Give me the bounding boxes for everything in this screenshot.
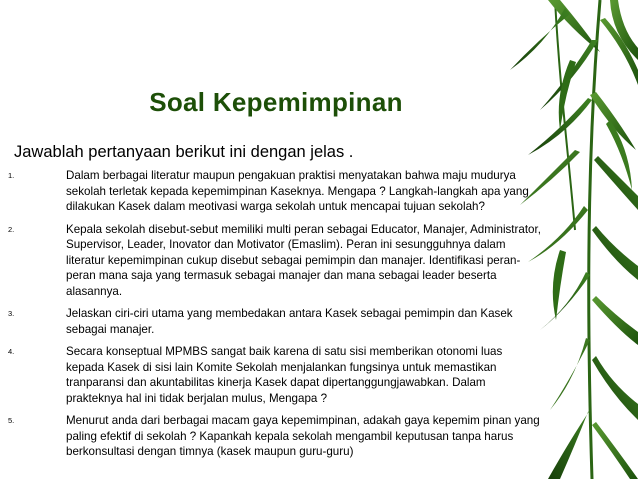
bamboo-leaf bbox=[592, 226, 638, 280]
question-item bbox=[0, 222, 560, 300]
question-number: 1. bbox=[8, 171, 15, 180]
question-text: Secara konseptual MPMBS sangat baik karena di satu sisi memberikan otonomi luas kepada Kasek di sisi lain Komite Sekolah menjalankan fungsinya untuk memastikan tranparansi dan akuntabilitas kinerja Kasek dapat dipertanggungjawabkan. Dalam prakteknya hal ini tidak berjalan mulus, Mengapa ? bbox=[66, 345, 503, 405]
question-text: Dalam berbagai literatur maupun pengakuan praktisi menyatakan bahwa maju mudurya sekolah terletak kepada kepemimpinan Kaseknya. Mengapa ? Langkah-langkah apa yang dilakukan Kasek dalam meotivasi warga sekolah untuk mencapai tujuan sekolah? bbox=[66, 169, 529, 213]
question-text: Jelaskan ciri-ciri utama yang membedakan antara Kasek sebagai pemimpin dan Kasek sebagai manajer. bbox=[66, 307, 513, 336]
question-number: 2. bbox=[8, 224, 15, 234]
bamboo-leaf bbox=[592, 296, 638, 345]
bamboo-leaf bbox=[510, 8, 570, 70]
question-list bbox=[0, 168, 560, 467]
question-item bbox=[0, 344, 560, 406]
slide-title: Soal Kepemimpinan bbox=[149, 87, 403, 117]
intro-text: Jawablah pertanyaan berikut ini dengan jelas . bbox=[14, 143, 354, 161]
question-text: Kepala sekolah disebut-sebut memiliki multi peran sebagai Educator, Manajer, Administrator, Supervisor, Leader, Inovator dan Motivator (Emaslim). Peran ini sesungguhnya dalam literatur kepemimpinan cukup disebut sebagai pemimpin dan manajer. Identifikasi peran-peran mana saja yang termasuk sebagai manajer dan mana sebagai leader beserta alasannya. bbox=[66, 222, 541, 298]
question-number: 5. bbox=[8, 416, 15, 425]
question-text: Menurut anda dari berbagai macam gaya kepemimpinan, adakah gaya kepemim pinan yang paling efektif di sekolah ? Kapankah kepala sekolah mengambil keputusan tanpa harus berkonsultasi dengan timnya (kasek maupun guru-guru) bbox=[66, 414, 540, 458]
question-number: 3. bbox=[8, 309, 15, 318]
question-item bbox=[0, 306, 560, 337]
bamboo-leaf bbox=[592, 422, 638, 479]
bamboo-leaf bbox=[592, 356, 638, 420]
question-item bbox=[0, 413, 560, 460]
question-item bbox=[0, 168, 560, 215]
bamboo-stem bbox=[589, 0, 600, 479]
question-number: 4. bbox=[8, 347, 15, 356]
bamboo-leaf bbox=[590, 92, 636, 150]
